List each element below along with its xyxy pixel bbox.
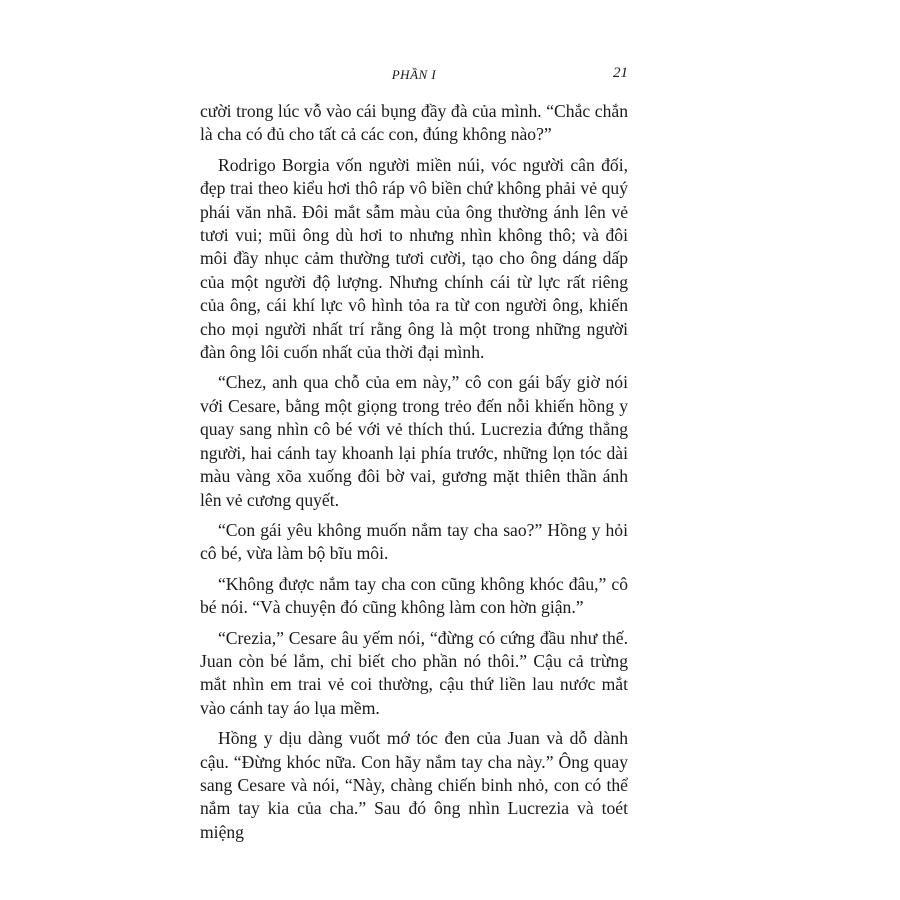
paragraph-continued: cười trong lúc vỗ vào cái bụng đầy đà của mình. “Chắc chắn là cha có đủ cho tất cả các con, đúng không nào?” bbox=[200, 101, 628, 145]
body-text bbox=[200, 100, 628, 851]
page-header bbox=[200, 64, 628, 86]
paragraph-lucrezia-replies: “Không được nắm tay cha con cũng không khóc đâu,” cô bé nói. “Và chuyện đó cũng không làm con hờn giận.” bbox=[200, 573, 628, 618]
page-number: 21 bbox=[613, 65, 628, 81]
running-head: PHẦN I bbox=[391, 67, 437, 82]
paragraph-cardinal-comforts: Hồng y dịu dàng vuốt mớ tóc đen của Juan và dỗ dành cậu. “Đừng khóc nữa. Con hãy nắm tay cha này.” Ông quay sang Cesare và nói, “Này, chàng chiến binh nhỏ, con có thể nắm tay kia của cha.” Sau đó ông nhìn Lucrezia và toét miệng bbox=[200, 728, 628, 842]
paragraph-cesare-speaks: “Crezia,” Cesare âu yếm nói, “đừng có cứng đầu như thế. Juan còn bé lắm, chỉ biết cho phần nó thôi.” Cậu cả trừng mắt nhìn em trai vẻ coi thường, cậu thứ liền lau nước mắt vào cánh tay áo lụa mềm. bbox=[200, 627, 628, 718]
paragraph-rodrigo-description: Rodrigo Borgia vốn người miền núi, vóc người cân đối, đẹp trai theo kiểu hơi thô ráp vô biền chứ không phải vẻ quý phái văn nhã. Đôi mắt sẫm màu của ông thường ánh lên vẻ tươi vui; mũi ông dù hơi to nhưng nhìn không thô; và đôi môi đầy nhục cảm thường tươi cười, tạo cho ông dáng dấp của một người độ lượng. Nhưng chính cái từ lực rất riêng của ông, cái khí lực vô hình tỏa ra từ con người ông, khiến cho mọi người nhất trí rằng ông là một trong những người đàn ông lôi cuốn nhất của thời đại mình. bbox=[200, 154, 628, 363]
paragraph-lucrezia-speaks: “Chez, anh qua chỗ của em này,” cô con gái bấy giờ nói với Cesare, bằng một giọng trong trẻo đến nỗi khiến hồng y quay sang nhìn cô bé với vẻ thích thú. Lucrezia đứng thẳng người, hai cánh tay khoanh lại phía trước, những lọn tóc dài màu vàng xõa xuống đôi bờ vai, gương mặt thiên thần ánh lên vẻ cương quyết. bbox=[200, 372, 628, 510]
paragraph-cardinal-asks: “Con gái yêu không muốn nắm tay cha sao?” Hồng y hỏi cô bé, vừa làm bộ bĩu môi. bbox=[200, 519, 628, 564]
